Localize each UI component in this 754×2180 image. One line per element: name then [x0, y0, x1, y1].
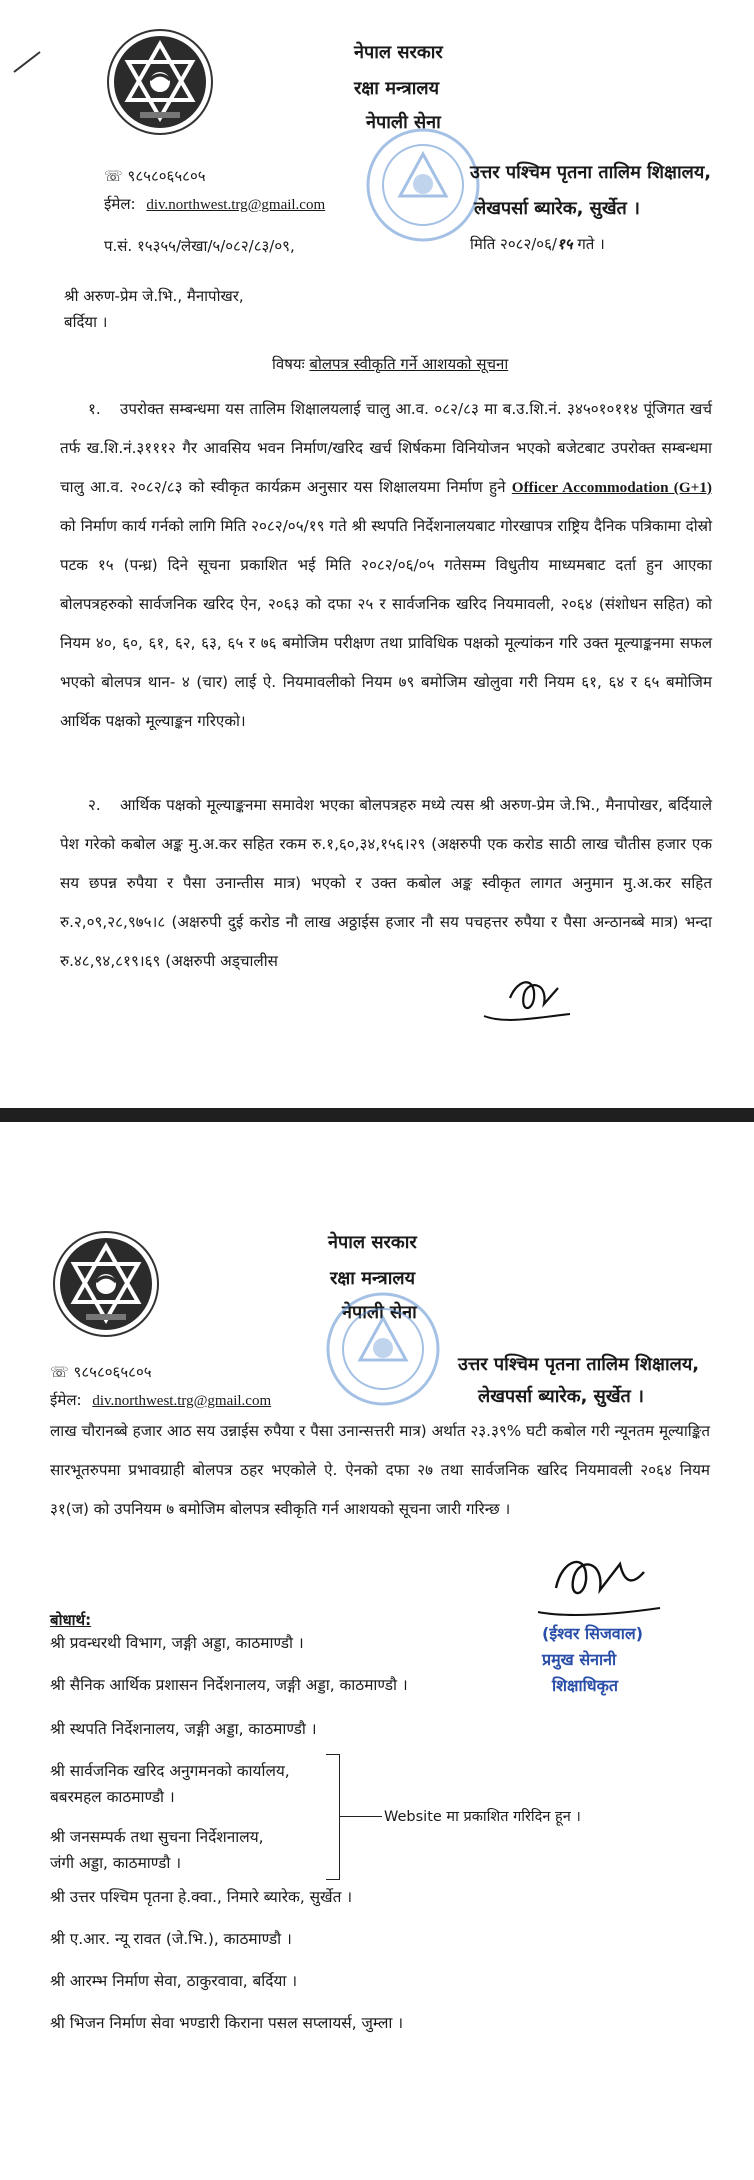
phone-icon: ☏ [50, 1363, 69, 1381]
date-line [470, 234, 605, 254]
header-army: नेपाली सेना [366, 112, 441, 133]
paragraph-1-text-b: को निर्माण कार्य गर्नको लागि मिति २०८२/०५/१९ गते श्री स्थपति निर्देशनालयबाट गोरखापत्र राष्ट्रिय दैनिक पत्रिकामा दोस्रो पटक १५ (पन्ध्र) दिने सूचना प्रकाशित भई मिति २०८२/०६/०५ गतेसम्म विधुतीय माध्यमबाट दर्ता हुन आएका बोलपत्रहरुको सार्वजनिक खरिद ऐन, २०६३ को दफा २५ र सार्वजनिक खरिद नियमावली, २०६४ (संशोधन सहित) को नियम ४०, ६०, ६१, ६२, ६३, ६५ र ७६ बमोजिम परीक्षण तथा प्राविधिक पक्षको मूल्यांकन गरि उक्त मूल्याङ्कनमा सफल भएको बोलपत्र थान- ४ (चार) लाई ऐ. नियमावलीको नियम ७९ बमोजिम खोलुवा गरी नियम ६१, ६४ र ६५ बमोजिम आर्थिक पक्षको मूल्याङ्कन गरिएको। [60, 517, 712, 730]
brace-connector [340, 1816, 382, 1817]
email-line [50, 1390, 271, 1410]
header-location: लेखपर्सा ब्यारेक, सुर्खेत । [474, 198, 640, 219]
date-suffix: गते । [577, 235, 605, 253]
cc-item-continued: बबरमहल काठमाण्डौ । [50, 1788, 175, 1806]
header-ministry: रक्षा मन्त्रालय [330, 1268, 416, 1289]
header-office: उत्तर पश्चिम पृतना तालिम शिक्षालय, [470, 162, 712, 183]
cc-item: श्री उत्तर पश्चिम पृतना हे.क्वा., निमारे ब्यारेक, सुर्खेत । [50, 1888, 353, 1906]
paragraph-1-text-a: उपरोक्त सम्बन्धमा यस तालिम शिक्षालयलाई चालु आ.व. ०८२/८३ मा ब.उ.शि.नं. ३४५०१०११४ पूंजिगत खर्च तर्फ ख.शि.नं.३१११२ गैर आवसिय भवन निर्माण/खरिद खर्च शिर्षकमा विनियोजन भएको बजेटबाट उपरोक्त सम्बन्धमा चालु आ.व. २०८२/८३ को स्वीकृत कार्यक्रम अनुसार यस शिक्षालयमा निर्माण हुने [60, 400, 712, 496]
signature-icon [528, 1542, 668, 1624]
letter-page-2 [0, 1122, 754, 2180]
addressee-line2: बर्दिया । [64, 313, 108, 331]
phone-number: ९८५८०६५८०५ [127, 167, 206, 185]
subject-text: बोलपत्र स्वीकृति गर्ने आशयको सूचना [309, 355, 509, 373]
header-gov: नेपाल सरकार [354, 42, 443, 63]
email-line [104, 194, 325, 214]
signatory-name: (ईश्वर सिजवाल) [542, 1624, 644, 1643]
date-label: मिति २०८२/०६/ [470, 235, 557, 253]
subject-line [272, 354, 508, 374]
date-handwritten: १५ [556, 235, 573, 253]
phone-line [104, 166, 206, 186]
signatory-rank: प्रमुख सेनानी [542, 1650, 617, 1669]
paragraph-2 [60, 786, 712, 981]
cc-item: श्री जनसम्पर्क तथा सुचना निर्देशनालय, [50, 1828, 264, 1846]
email-link[interactable]: div.northwest.trg@gmail.com [92, 1393, 272, 1409]
cc-item-continued: जंगी अड्डा, काठमाण्डौ । [50, 1854, 182, 1872]
army-emblem-icon [50, 1228, 162, 1340]
cc-item: श्री ए.आर. न्यू रावत (जे.भि.), काठमाण्डौ । [50, 1930, 292, 1948]
army-emblem-icon [104, 26, 216, 138]
paragraph-2-number: २. [88, 796, 101, 814]
email-link[interactable]: div.northwest.trg@gmail.com [146, 197, 326, 213]
cc-item: श्री सैनिक आर्थिक प्रशासन निर्देशनालय, जङ्गी अड्डा, काठमाण्डौ । [50, 1676, 408, 1694]
signature-initial-icon [474, 968, 584, 1032]
phone-line [50, 1362, 152, 1382]
office-stamp-icon [364, 126, 482, 244]
website-note: Website मा प्रकाशित गरिदिन हून । [384, 1809, 581, 1825]
reference-number: प.सं. १५३५५/लेखा/५/०८२/८३/०९, [104, 237, 295, 255]
website-group-brace [326, 1754, 340, 1880]
cc-item: श्री स्थपति निर्देशनालय, जङ्गी अड्डा, काठमाण्डौ । [50, 1720, 317, 1738]
paragraph-1 [60, 390, 712, 741]
email-label: ईमेल: [104, 195, 136, 213]
cc-item: श्री आरम्भ निर्माण सेवा, ठाकुरवावा, बर्दिया । [50, 1972, 298, 1990]
paragraph-1-highlight: Officer Accommodation (G+1) [511, 479, 712, 496]
header-ministry: रक्षा मन्त्रालय [354, 78, 440, 99]
cc-item: श्री भिजन निर्माण सेवा भण्डारी किराना पसल सप्लायर्स, जुम्ला । [50, 2014, 404, 2032]
email-label: ईमेल: [50, 1391, 82, 1409]
phone-icon: ☏ [104, 167, 123, 185]
header-army: नेपाली सेना [342, 1302, 417, 1323]
cc-item: श्री प्रवन्धरथी विभाग, जङ्गी अड्डा, काठमाण्डौ । [50, 1634, 304, 1652]
paragraph-1-number: १. [88, 400, 101, 418]
page-divider [0, 1108, 754, 1122]
phone-number: ९८५८०६५८०५ [73, 1363, 152, 1381]
cc-label: बोधार्थ: [50, 1611, 92, 1629]
signatory-title: शिक्षाधिकृत [552, 1676, 619, 1695]
addressee-line1: श्री अरुण-प्रेम जे.भि., मैनापोखर, [64, 287, 244, 305]
office-stamp-icon [324, 1290, 442, 1408]
continuation-paragraph: लाख चौरानब्बे हजार आठ सय उन्नाईस रुपैया र पैसा उनान्सत्तरी मात्र) अर्थात २३.३९% घटी कबोल गरी न्यूनतम मूल्याङ्कित सारभूतरुपमा प्रभावग्राही बोलपत्र ठहर भएकोले ऐ. ऐनको दफा २७ तथा सार्वजनिक खरिद नियमावली २०६४ नियम ३१(ज) को उपनियम ७ बमोजिम बोलपत्र स्वीकृति गर्न आशयको सूचना जारी गरिन्छ । [50, 1422, 710, 1518]
cc-item: श्री सार्वजनिक खरिद अनुगमनको कार्यालय, [50, 1762, 290, 1780]
header-location: लेखपर्सा ब्यारेक, सुर्खेत । [478, 1386, 644, 1407]
subject-label: विषयः [272, 355, 305, 373]
header-gov: नेपाल सरकार [328, 1232, 417, 1253]
paragraph-2-text: आर्थिक पक्षको मूल्याङ्कनमा समावेश भएका बोलपत्रहरु मध्ये त्यस श्री अरुण-प्रेम जे.भि., मैनापोखर, बर्दियाले पेश गरेको कबोल अङ्क मु.अ.कर सहित रकम रु.१,६०,३४,१५६।२९ (अक्षरुपी एक करोड साठी लाख चौतीस हजार एक सय छपन्न रुपैया र पैसा उनान्तीस मात्र) भएको र उक्त कबोल अङ्क स्वीकृत लागत अनुमान मु.अ.कर सहित रु.२,०९,२८,९७५।८ (अक्षरुपी दुई करोड नौ लाख अठ्ठाईस हजार नौ सय पचहत्तर रुपैया र पैसा अन्ठानब्बे मात्र) भन्दा रु.४८,९४,८१९।६९ (अक्षरुपी अड्चालीस [60, 796, 712, 970]
header-office: उत्तर पश्चिम पृतना तालिम शिक्षालय, [458, 1354, 700, 1375]
pen-stroke-mark [12, 50, 42, 74]
